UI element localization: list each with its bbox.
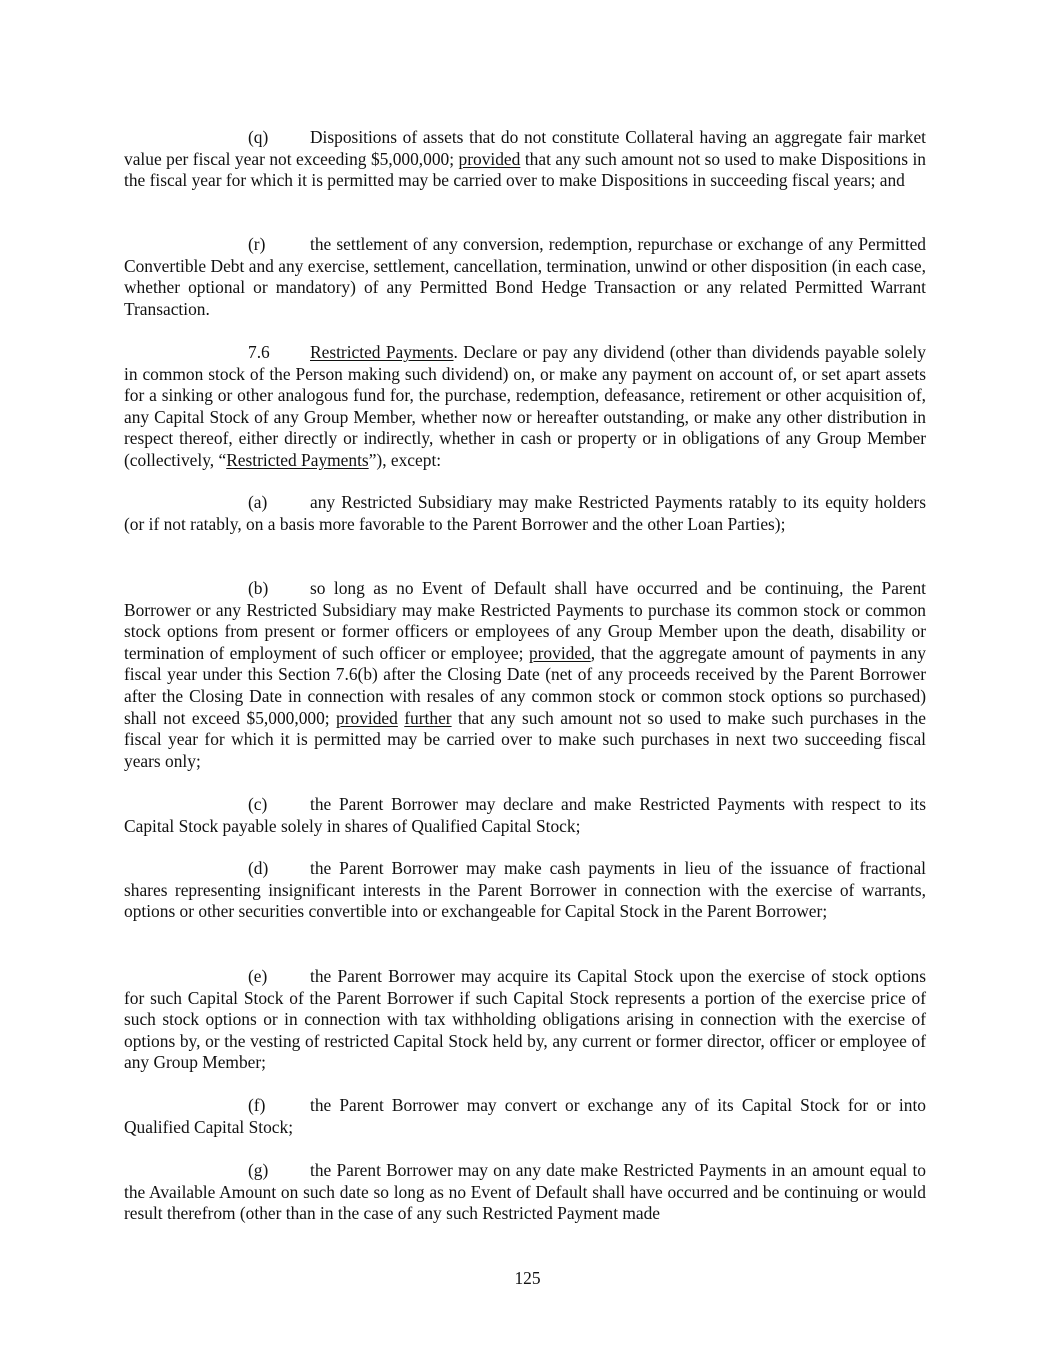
defined-term: Restricted Payments [226,449,369,470]
clause-label: (c) [248,794,268,814]
clause-label: (g) [248,1160,269,1180]
page-number: 125 [514,1268,541,1288]
clause-label: (f) [248,1095,266,1115]
clause-label: (q) [248,127,269,147]
clause-a: (a) any Restricted Subsidiary may make Restricted Payments ratably to its equity holders (or if not ratably, on a basis more favorable to the Parent Borrower and the other Loan Parties); [124,492,926,534]
clause-b: (b) so long as no Event of Default shall have occurred and be continuing, the Parent Borrower or any Restricted Subsidiary may make Restricted Payments to purchase its common stock or common stock options from present or former officers or employees of any Group Member upon the death, disability or termination of employment of such officer or employee; provided, that the aggregate amount of payments in any fiscal year under this Section 7.6(b) after the Closing Date (net of any proceeds received by the Parent Borrower after the Closing Date in connection with resales of any common stock or common stock options so purchased) shall not exceed $5,000,000; provided further that any such amount not so used to make such purchases in the fiscal year for which it is permitted may be carried over to make such purchases in next two succeeding fiscal years only; [124,578,926,771]
clause-label: (e) [248,966,268,986]
defined-term: further [404,707,452,728]
section-number: 7.6 [248,342,270,362]
clause-label: (r) [248,234,266,254]
clause-label: (d) [248,858,269,878]
clause-g: (g) the Parent Borrower may on any date make Restricted Payments in an amount equal to the Available Amount on such date so long as no Event of Default shall have occurred and be continuing or would result therefrom (other than in the case of any such Restricted Payment made [124,1160,926,1224]
clause-f: (f) the Parent Borrower may convert or exchange any of its Capital Stock for or into Qualified Capital Stock; [124,1095,926,1137]
clause-c: (c) the Parent Borrower may declare and make Restricted Payments with respect to its Capital Stock payable solely in shares of Qualified Capital Stock; [124,794,926,836]
defined-term: provided [528,642,591,663]
clause-q: (q) Dispositions of assets that do not constitute Collateral having an aggregate fair market value per fiscal year not exceeding $5,000,000; provided that any such amount not so used to make Dispositions in the fiscal year for which it is permitted may be carried over to make Dispositions in succeeding fiscal years; and [124,127,926,191]
defined-term: provided [458,148,521,169]
clause-label: (b) [248,578,269,598]
section-heading: Restricted Payments [310,342,454,362]
clause-d: (d) the Parent Borrower may make cash payments in lieu of the issuance of fractional shares representing insignificant interests in the Parent Borrower in connection with the exercise of warrants, options or other securities convertible into or exchangeable for Capital Stock in the Parent Borrower; [124,858,926,922]
clause-r: (r) the settlement of any conversion, redemption, repurchase or exchange of any Permitted Convertible Debt and any exercise, settlement, cancellation, termination, unwind or other disposition (in each case, whether optional or mandatory) of any Permitted Bond Hedge Transaction or any related Permitted Warrant Transaction. [124,234,926,319]
section-7-6: 7.6 Restricted Payments. Declare or pay any dividend (other than dividends payable solely in common stock of the Person making such dividend) on, or make any payment on account of, or set apart assets for a sinking or other analogous fund for, the purchase, redemption, defeasance, retirement or other acquisition of, any Capital Stock of any Group Member, whether now or hereafter outstanding, or make any other distribution in respect thereof, either directly or indirectly, whether in cash or property or in obligations of any Group Member (collectively, “Restricted Payments”), except: [124,342,926,470]
clause-label: (a) [248,492,268,512]
defined-term: provided [336,707,398,728]
clause-e: (e) the Parent Borrower may acquire its Capital Stock upon the exercise of stock options for such Capital Stock of the Parent Borrower if such Capital Stock represents a portion of the exercise price of such stock options or in connection with tax withholding obligations arising in connection with the exercise of options by, or the vesting of restricted Capital Stock held by, any current or former director, officer or employee of any Group Member; [124,966,926,1073]
